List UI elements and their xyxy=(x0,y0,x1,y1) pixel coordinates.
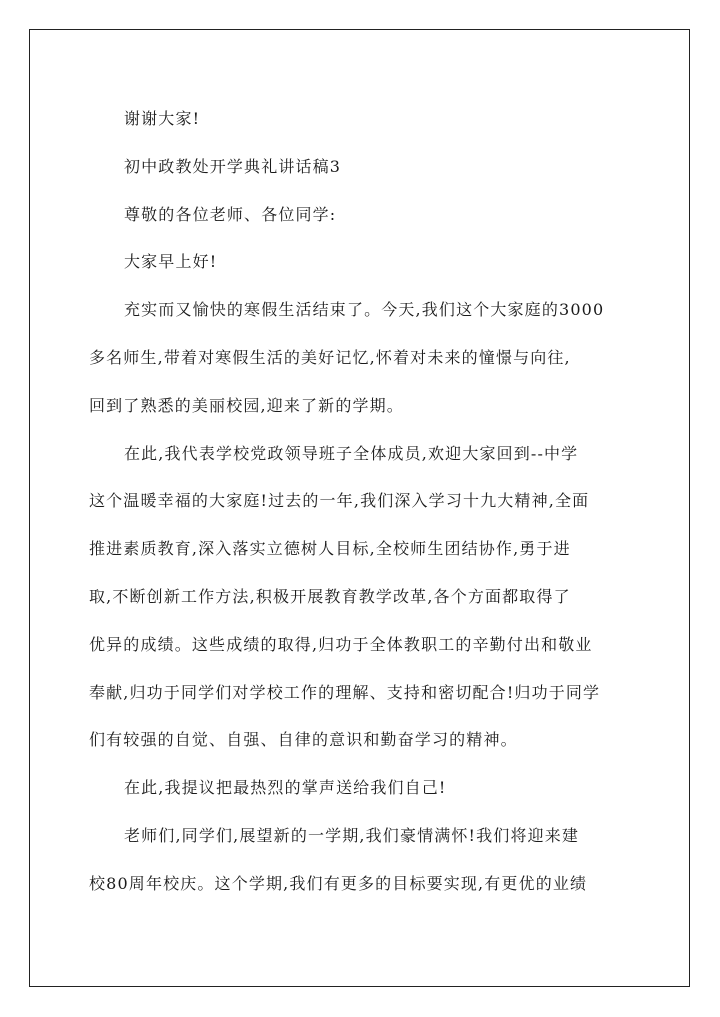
text-line: 推进素质教育,深入落实立德树人目标,全校师生团结协作,勇于进 xyxy=(89,539,571,559)
text-line: 取,不断创新工作方法,积极开展教育教学改革,各个方面都取得了 xyxy=(89,586,571,606)
text-line: 回到了熟悉的美丽校园,迎来了新的学期。 xyxy=(89,395,404,415)
speech-title: 初中政教处开学典礼讲话稿3 xyxy=(124,156,342,176)
text-line: 老师们,同学们,展望新的一学期,我们豪情满怀!我们将迎来建 xyxy=(124,825,580,845)
text-line: 大家早上好! xyxy=(124,252,218,272)
paragraph-title xyxy=(89,143,634,191)
paragraph-greeting xyxy=(89,238,634,286)
paragraph-applause xyxy=(89,764,634,812)
paragraph-thanks xyxy=(89,95,634,143)
text-line: 奉献,归功于同学们对学校工作的理解、支持和密切配合!归功于同学 xyxy=(89,682,601,702)
text-line: 们有较强的自觉、自强、自律的意识和勤奋学习的精神。 xyxy=(89,730,518,750)
text-line: 充实而又愉快的寒假生活结束了。今天,我们这个大家庭的3000 xyxy=(124,300,605,320)
text-line: 多名师生,带着对寒假生活的美好记忆,怀着对未来的憧憬与向往, xyxy=(89,347,571,367)
document-body xyxy=(89,95,634,908)
paragraph-semester-start xyxy=(89,286,634,429)
paragraph-welcome xyxy=(89,430,634,765)
text-line: 优异的成绩。这些成绩的取得,归功于全体教职工的辛勤付出和敬业 xyxy=(89,634,593,654)
text-line: 在此,我提议把最热烈的掌声送给我们自己! xyxy=(124,778,447,798)
text-line: 校80周年校庆。这个学期,我们有更多的目标要实现,有更优的业绩 xyxy=(89,873,588,893)
paragraph-outlook xyxy=(89,812,634,908)
text-line: 尊敬的各位老师、各位同学: xyxy=(124,204,337,224)
paragraph-salutation xyxy=(89,191,634,239)
text-line: 在此,我代表学校党政领导班子全体成员,欢迎大家回到--中学 xyxy=(124,443,579,463)
text-line: 这个温暖幸福的大家庭!过去的一年,我们深入学习十九大精神,全面 xyxy=(89,491,590,511)
text-line: 谢谢大家! xyxy=(124,109,201,128)
